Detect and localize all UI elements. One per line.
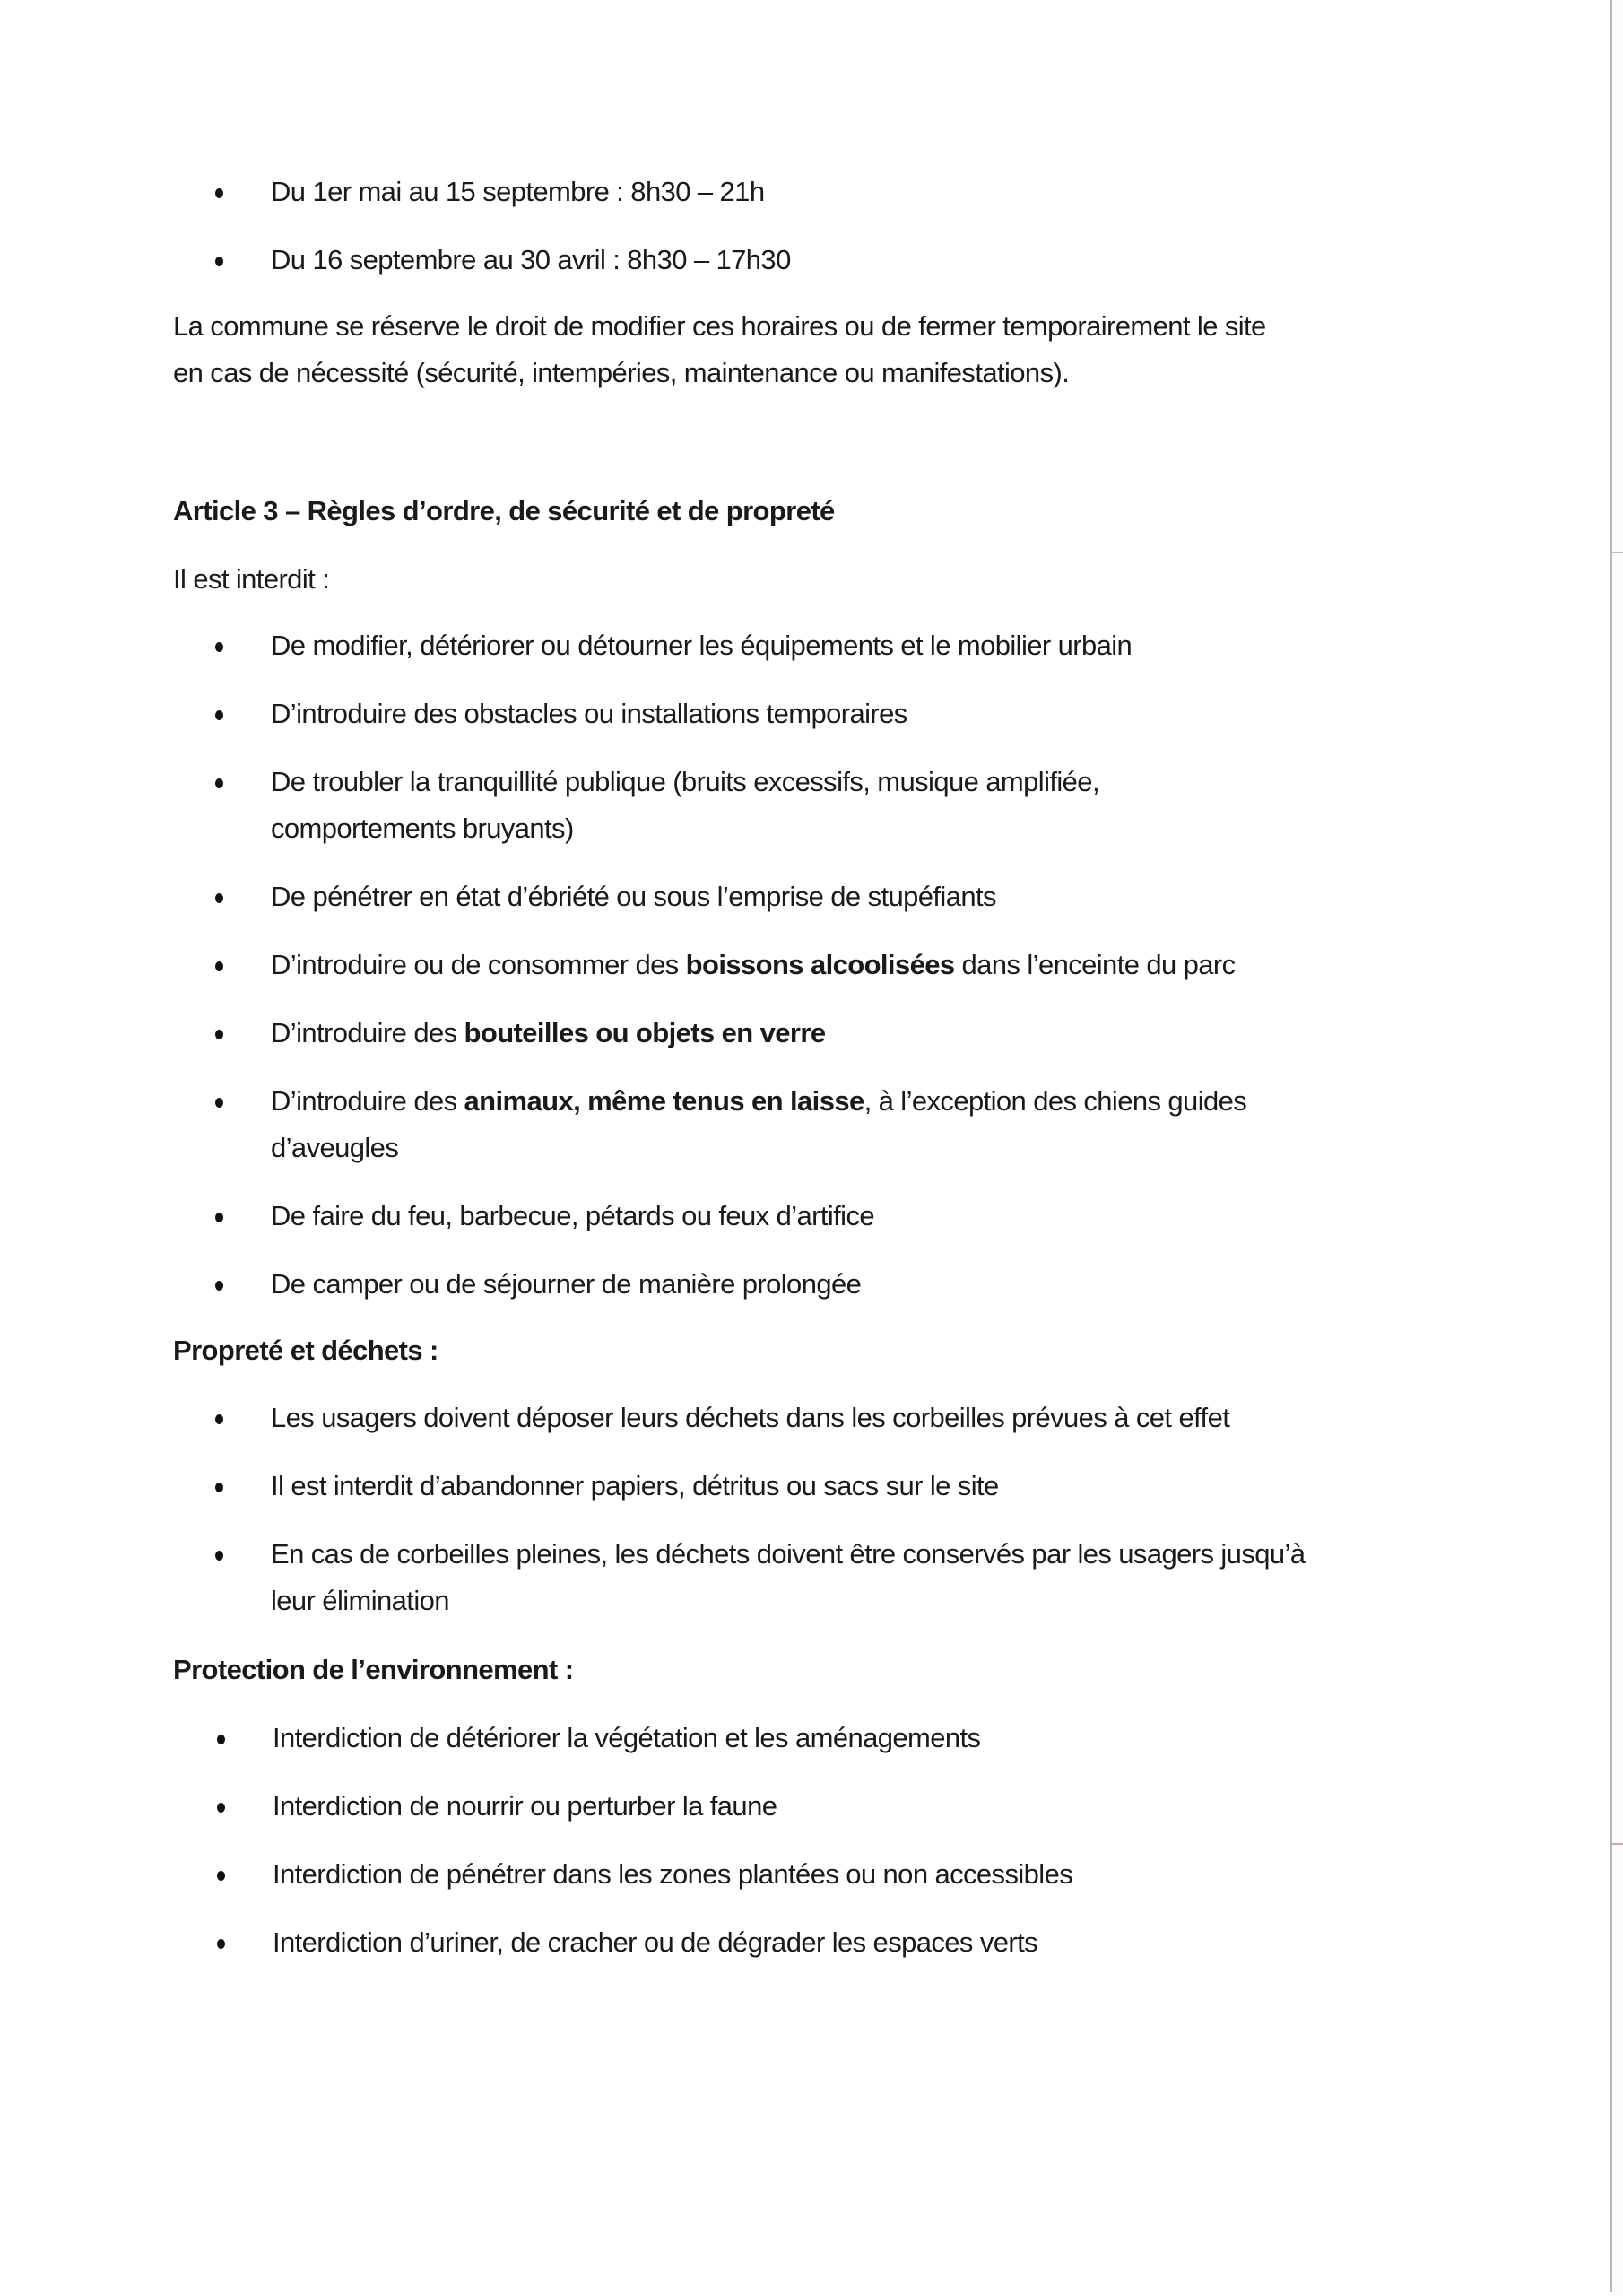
prohibition-item bbox=[215, 1078, 1471, 1171]
prohibition-item bbox=[215, 942, 1471, 988]
cleanliness-text: Les usagers doivent déposer leurs déchets dans les corbeilles prévues à cet effet bbox=[271, 1402, 1230, 1433]
bullet-icon bbox=[215, 1281, 223, 1291]
environment-item bbox=[217, 1851, 1472, 1898]
cleanliness-text-continued: leur élimination bbox=[271, 1585, 449, 1616]
bullet-icon bbox=[215, 188, 223, 198]
bullet-icon bbox=[215, 1098, 223, 1108]
prohibition-item bbox=[215, 1261, 1471, 1308]
environment-text: Interdiction de pénétrer dans les zones plantées ou non accessibles bbox=[273, 1858, 1073, 1890]
prohibition-text bbox=[271, 1010, 1471, 1057]
bullet-icon bbox=[215, 893, 223, 903]
prohibition-text: De modifier, détériorer ou détourner les équipements et le mobilier urbain bbox=[271, 630, 1133, 661]
text-emphasis: boissons alcoolisées bbox=[685, 949, 955, 980]
prohibition-text: De faire du feu, barbecue, pétards ou feux d’artifice bbox=[271, 1200, 875, 1231]
prohibition-item bbox=[215, 874, 1471, 920]
bullet-icon bbox=[215, 257, 223, 266]
bullet-icon bbox=[217, 1871, 225, 1881]
environment-text: Interdiction d’uriner, de cracher ou de dégrader les espaces verts bbox=[273, 1926, 1038, 1958]
bullet-icon bbox=[215, 1030, 223, 1039]
scan-tick-mark bbox=[1610, 552, 1623, 553]
hours-text: Du 16 septembre au 30 avril : 8h30 – 17h30 bbox=[271, 244, 791, 275]
bullet-icon bbox=[215, 710, 223, 720]
prohibition-text bbox=[271, 942, 1471, 988]
prohibition-text bbox=[271, 1078, 1471, 1125]
text-emphasis: bouteilles ou objets en verre bbox=[464, 1017, 826, 1048]
bullet-icon bbox=[215, 642, 223, 652]
prohibition-item bbox=[215, 1193, 1471, 1239]
text-emphasis: animaux, même tenus en laisse bbox=[464, 1085, 864, 1117]
bullet-icon bbox=[217, 1735, 225, 1744]
scan-edge-line bbox=[1610, 0, 1612, 2292]
bullet-icon bbox=[217, 1939, 225, 1949]
text-regular: D’introduire ou de consommer des bbox=[271, 949, 686, 980]
hours-list-item bbox=[215, 237, 1471, 283]
cleanliness-item bbox=[215, 1463, 1471, 1509]
text-regular: D’introduire des bbox=[271, 1017, 464, 1048]
bullet-icon bbox=[215, 1483, 223, 1492]
prohibition-item bbox=[215, 691, 1471, 737]
prohibition-text-continued: d’aveugles bbox=[271, 1132, 399, 1163]
environment-item bbox=[217, 1783, 1472, 1830]
scan-tick-mark bbox=[1610, 1843, 1623, 1845]
prohibitions-intro: Il est interdit : bbox=[173, 563, 330, 595]
hours-note-line: en cas de nécessité (sécurité, intempéries, maintenance ou manifestations). bbox=[173, 357, 1070, 388]
bullet-icon bbox=[217, 1803, 225, 1813]
prohibition-text: De camper ou de séjourner de manière prolongée bbox=[271, 1268, 862, 1300]
bullet-icon bbox=[215, 1213, 223, 1222]
prohibition-text-continued: comportements bruyants) bbox=[271, 813, 574, 844]
cleanliness-heading: Propreté et déchets : bbox=[173, 1335, 438, 1366]
bullet-icon bbox=[215, 1551, 223, 1561]
cleanliness-item bbox=[215, 1531, 1471, 1624]
environment-item bbox=[217, 1715, 1472, 1761]
cleanliness-item bbox=[215, 1395, 1471, 1441]
text-regular: dans l’enceinte du parc bbox=[954, 949, 1236, 980]
prohibition-item bbox=[215, 622, 1471, 669]
bullet-icon bbox=[215, 961, 223, 971]
text-regular: , à l’exception des chiens guides bbox=[864, 1085, 1247, 1117]
bullet-icon bbox=[215, 1414, 223, 1424]
cleanliness-text: En cas de corbeilles pleines, les déchets doivent être conservés par les usagers jusqu’à bbox=[271, 1538, 1306, 1570]
cleanliness-text: Il est interdit d’abandonner papiers, détritus ou sacs sur le site bbox=[271, 1470, 999, 1501]
environment-text: Interdiction de détériorer la végétation et les aménagements bbox=[273, 1722, 981, 1753]
prohibition-item bbox=[215, 759, 1471, 852]
prohibition-text: De troubler la tranquillité publique (bruits excessifs, musique amplifiée, bbox=[271, 766, 1099, 797]
article-heading: Article 3 – Règles d’ordre, de sécurité et de propreté bbox=[173, 495, 835, 526]
environment-heading: Protection de l’environnement : bbox=[173, 1654, 574, 1685]
hours-text: Du 1er mai au 15 septembre : 8h30 – 21h bbox=[271, 176, 765, 207]
prohibition-text: D’introduire des obstacles ou installations temporaires bbox=[271, 698, 907, 729]
bullet-icon bbox=[215, 778, 223, 788]
prohibition-text: De pénétrer en état d’ébriété ou sous l’emprise de stupéfiants bbox=[271, 881, 996, 912]
environment-text: Interdiction de nourrir ou perturber la faune bbox=[273, 1790, 777, 1822]
hours-note-line: La commune se réserve le droit de modifier ces horaires ou de fermer temporairement le site bbox=[173, 310, 1266, 342]
text-regular: D’introduire des bbox=[271, 1085, 464, 1117]
prohibition-item bbox=[215, 1010, 1471, 1057]
environment-item bbox=[217, 1919, 1472, 1966]
hours-list-item bbox=[215, 169, 1471, 215]
scan-margin bbox=[1612, 0, 1623, 2296]
